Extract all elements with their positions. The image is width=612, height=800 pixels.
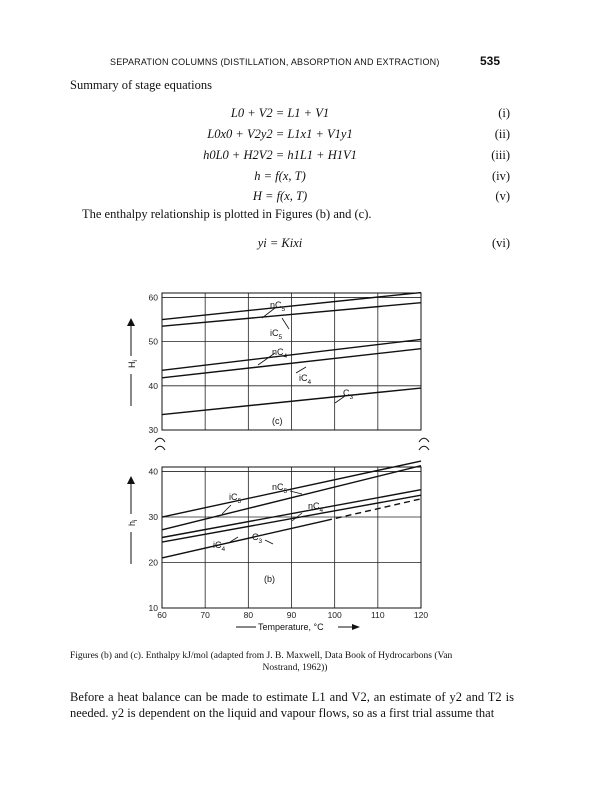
equation-1-number: (i): [498, 106, 510, 120]
y-tick-label-c: 50: [148, 336, 158, 347]
series-label-nC4-c: $nC_4$: [272, 347, 288, 360]
leader-C3-b: [265, 540, 273, 544]
y-tick-label-b: 20: [148, 557, 158, 568]
series-label-nC5-c: $nC_5$: [270, 300, 286, 313]
y-tick-label-c: 60: [148, 292, 158, 303]
y-axis-label-b: $h_i$: [127, 519, 139, 526]
y-tick-label-c: 40: [148, 380, 158, 391]
leader-iC5-c: [282, 318, 289, 329]
series-label-iC5-c: $iC_5$: [270, 328, 283, 341]
axis-break-right: [419, 438, 429, 450]
series-label-nC5-b: $nC_5$: [272, 482, 288, 495]
x-tick-label: 100: [327, 610, 342, 620]
page-number: 535: [480, 54, 501, 68]
equation-2: L0x0 + V2y2 = L1x1 + V1y1: [207, 127, 353, 141]
x-tick-label: 110: [371, 610, 385, 620]
equation-5-number: (v): [495, 189, 510, 203]
summary-heading: Summary of stage equations: [70, 78, 212, 92]
caption-line-1: Figures (b) and (c). Enthalpy kJ/mol (adapted from J. B. Maxwell, Data Book of Hydrocarbons (Van: [70, 651, 453, 661]
equation-6: yi = Kixi: [257, 236, 303, 250]
equation-6-number: (vi): [491, 236, 510, 250]
equation-4: h = f(x, T): [254, 169, 306, 183]
equation-2-number: (ii): [494, 127, 510, 141]
y-tick-label-b: 30: [148, 512, 158, 523]
series-label-C3-c: $C_3$: [343, 388, 354, 401]
y-tick-label-b: 40: [148, 466, 158, 477]
equation-3: h0L0 + H2V2 = h1L1 + H1V1: [203, 148, 357, 162]
series-label-iC4-b: $iC_4$: [213, 540, 226, 553]
enthalpy-sentence: The enthalpy relationship is plotted in Figures (b) and (c).: [82, 207, 372, 221]
panel-label-b: (b): [264, 574, 275, 584]
x-tick-label: 120: [413, 610, 429, 620]
series-line-C3-b: [162, 521, 326, 558]
series-label-iC5-b: $iC_5$: [229, 492, 242, 505]
x-tick-label: 70: [200, 610, 210, 620]
y-axis-label-b-arrow-head: [127, 476, 135, 484]
y-tick-label-c: 30: [148, 425, 158, 435]
panel-label-c: (c): [272, 416, 283, 426]
x-tick-label: 60: [157, 610, 167, 620]
equation-5: H = f(x, T): [252, 189, 308, 203]
body-paragraph: Before a heat balance can be made to estimate L1 and V2, an estimate of y2 and T2 is needed. y2 is dependent on the liquid and vapour flows, so as a first trial assume that: [70, 690, 514, 720]
y-axis-label-c-arrow-head: [127, 318, 135, 326]
x-axis-label: Temperature, °C: [258, 622, 324, 632]
series-label-iC4-c: $iC_4$: [299, 373, 312, 386]
series-label-nC4-b: $nC_4$: [308, 501, 324, 514]
axis-break-left: [155, 438, 165, 450]
figure-caption: [70, 650, 520, 674]
y-axis-label-c: $H_i$: [127, 360, 139, 368]
x-axis-arrow-head: [352, 624, 360, 630]
x-tick-label: 80: [243, 610, 254, 620]
series-label-C3-b: $C_3$: [252, 532, 263, 545]
equation-3-number: (iii): [491, 148, 510, 162]
chart-grid: [162, 293, 421, 608]
caption-line-2: Nostrand, 1962)): [262, 663, 328, 673]
y-tick-label-b: 10: [148, 603, 158, 613]
equation-1: L0 + V2 = L1 + V1: [230, 106, 330, 120]
equation-4-number: (iv): [491, 169, 510, 183]
running-header: SEPARATION COLUMNS (DISTILLATION, ABSORPTION AND EXTRACTION): [110, 57, 440, 67]
x-tick-label: 90: [286, 610, 297, 620]
